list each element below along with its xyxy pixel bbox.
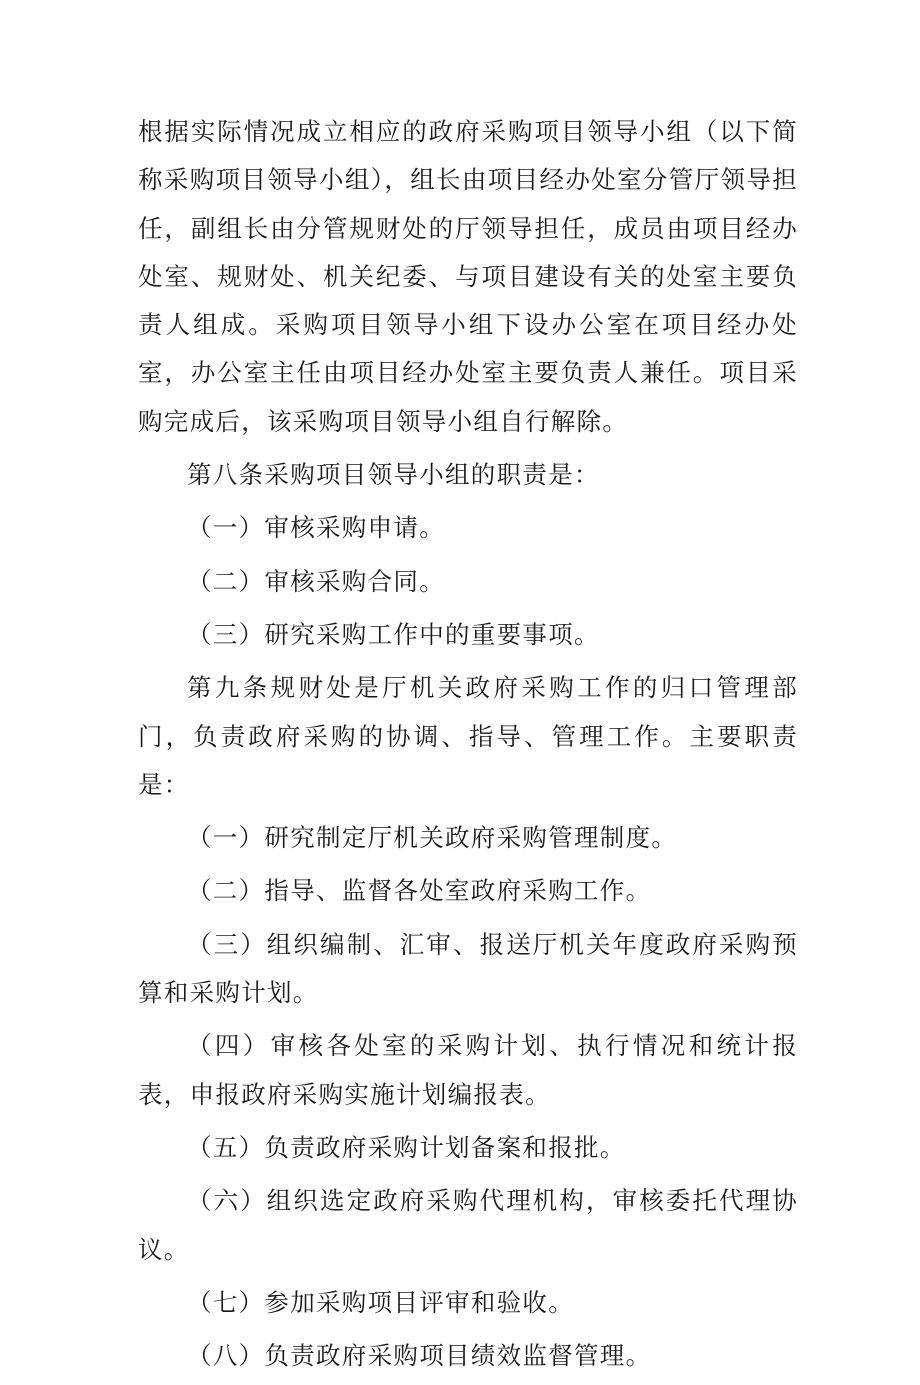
list-item-8-3: （三）研究采购工作中的重要事项。	[187, 619, 600, 649]
list-item-9-7: （七）参加采购项目评审和验收。	[187, 1287, 574, 1317]
list-item-9-4: （四）审核各处室的采购计划、执行情况和统计报表，申报政府采购实施计划编报表。	[138, 1031, 798, 1109]
paragraph-article-8: 第八条采购项目领导小组的职责是：	[187, 460, 600, 490]
list-item-9-5: （五）负责政府采购计划备案和报批。	[187, 1132, 626, 1162]
list-item-9-3: （三）组织编制、汇审、报送厅机关年度政府采购预算和采购计划。	[138, 929, 798, 1008]
list-item-9-1: （一）研究制定厅机关政府采购管理制度。	[187, 823, 678, 853]
list-item-8-2: （二）审核采购合同。	[187, 566, 445, 596]
list-item-9-6: （六）组织选定政府采购代理机构，审核委托代理协议。	[138, 1186, 798, 1264]
document-body	[138, 108, 798, 1385]
list-item-9-2: （二）指导、监督各处室政府采购工作。	[187, 876, 652, 906]
paragraph-article-9: 第九条规财处是厅机关政府采购工作的归口管理部门，负责政府采购的协调、指导、管理工作。主要职责是：	[138, 673, 798, 799]
paragraph-1: 根据实际情况成立相应的政府采购项目领导小组（以下简称采购项目领导小组），组长由项目经办处室分管厅领导担任，副组长由分管规财处的厅领导担任，成员由项目经办处室、规财处、机关纪委、与项目建设有关的处室主要负责人组成。采购项目领导小组下设办公室在项目经办处室，办公室主任由项目经办处室主要负责人兼任。项目采购完成后，该采购项目领导小组自行解除。	[138, 117, 798, 436]
list-item-8-1: （一）审核采购申请。	[187, 513, 445, 543]
list-item-9-8: （八）负责政府采购项目绩效监督管理。	[187, 1341, 652, 1371]
